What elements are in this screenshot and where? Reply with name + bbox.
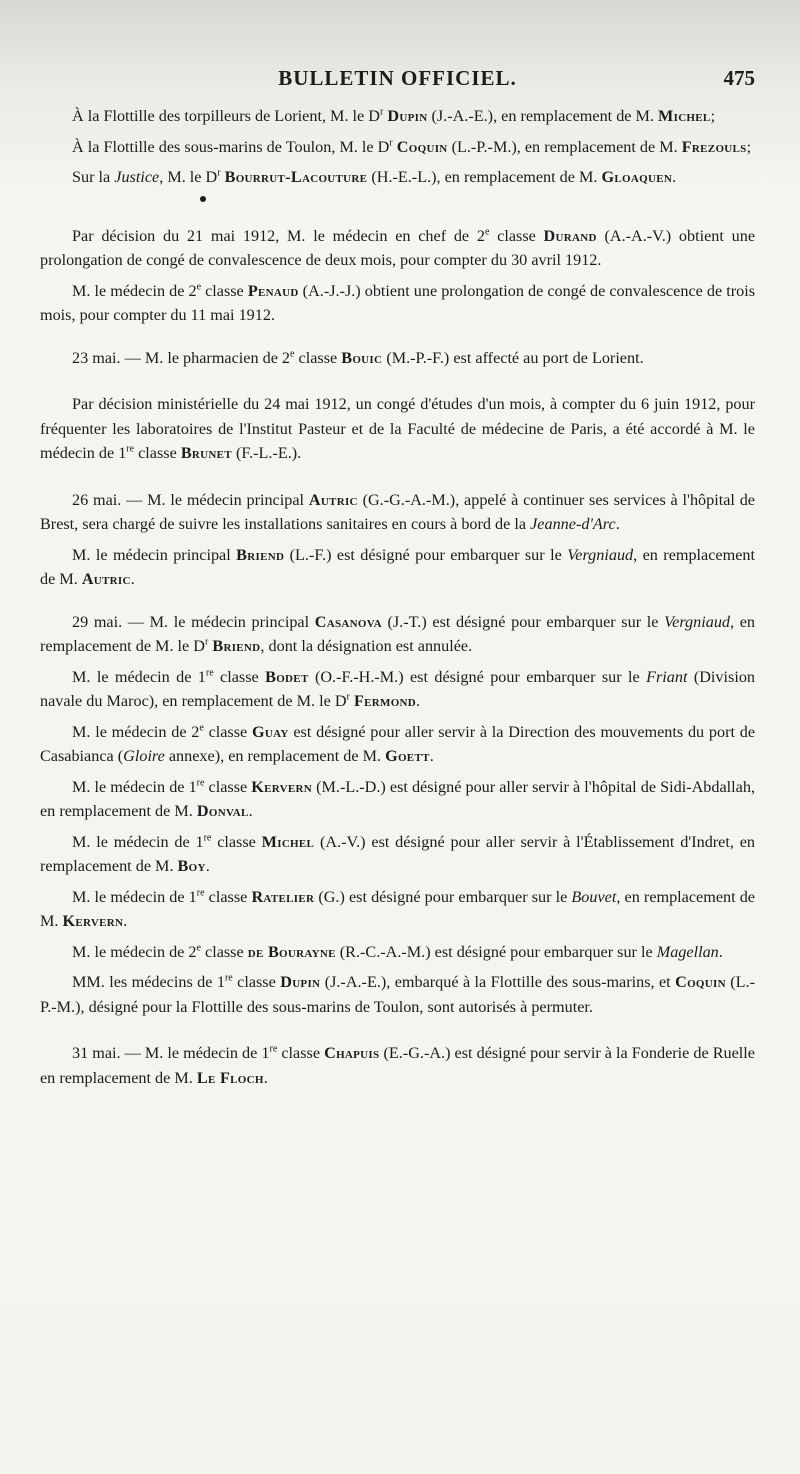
text-run: M. le médecin de 1: [72, 777, 197, 796]
text-run: annexe), en remplacement de M.: [164, 747, 386, 765]
person-name: Coquin: [675, 973, 726, 991]
text-run: (A.-A.-V.) obtient une prolongation de congé de convalescence de deux mois, pour compter du 30 avril 1912.: [40, 226, 756, 269]
ship-or-place-name: Magellan: [656, 942, 719, 961]
text-run: M. le médecin principal: [72, 545, 237, 564]
text-run: .: [248, 802, 253, 820]
text-run: (H.-E.-L.), en remplacement de M.: [367, 168, 602, 186]
paragraph-p17: [40, 970, 755, 1019]
text-run: classe: [489, 226, 544, 245]
paragraph-p12: [40, 720, 755, 769]
person-name: Guay: [251, 722, 289, 741]
text-run: (F.-L.-E.).: [231, 444, 302, 462]
paragraph-p10: [40, 610, 755, 659]
paragraph-p2: [40, 135, 755, 160]
text-run: (L.-P.-M.), désigné pour la Flottille des sous-marins de Toulon, sont autorisés à permuter.: [40, 973, 755, 1016]
person-name: Donval: [196, 802, 249, 820]
person-name: Michel: [658, 107, 711, 125]
person-name: Autric: [81, 570, 131, 588]
paragraph-p14: [40, 830, 755, 879]
section-dot: [200, 196, 206, 202]
superscript: re: [196, 887, 205, 899]
text-run: 31 mai. — M. le médecin de 1: [72, 1044, 270, 1062]
text-run: (R.-C.-A.-M.) est désigné pour embarquer sur le: [335, 942, 657, 961]
person-name: Dupin: [280, 973, 321, 991]
text-run: , en remplacement de M. le D: [40, 612, 756, 655]
text-run: (M.-L.-D.) est désigné pour aller servir à l'hôpital de Sidi-Abdallah, en remplacement de M.: [40, 777, 755, 820]
text-run: Sur la: [72, 168, 115, 186]
paragraph-p7: [40, 392, 755, 466]
text-run: classe: [204, 777, 252, 796]
person-name: Goett: [385, 747, 430, 765]
person-name: Durand: [543, 226, 597, 245]
text-run: .: [205, 857, 210, 875]
text-run: classe: [211, 832, 262, 851]
text-run: M. le médecin de 2: [72, 722, 200, 741]
superscript: r: [346, 691, 350, 703]
text-run: 23 mai. — M. le pharmacien de 2: [72, 348, 291, 367]
paragraph-p8: [40, 488, 755, 537]
text-run: (E.-G.-A.) est désigné pour servir à la Fonderie de Ruelle en remplacement de M.: [40, 1044, 755, 1087]
text-run: classe: [213, 667, 266, 686]
text-run: M. le médecin de 1: [72, 667, 206, 686]
text-run: (Division navale du Maroc), en remplacement de M. le D: [40, 667, 756, 710]
text-run: À la Flottille des torpilleurs de Lorient, M. le D: [72, 107, 380, 125]
person-name: Gloaquen: [601, 168, 673, 186]
person-name: Kervern: [251, 777, 313, 796]
person-name: Casanova: [314, 612, 382, 631]
text-run: classe: [204, 887, 252, 906]
text-run: (L.-F.) est désigné pour embarquer sur le: [284, 545, 568, 564]
text-run: , M. le D: [159, 168, 218, 186]
paragraph-p3: [40, 165, 755, 190]
text-run: .: [718, 942, 723, 961]
text-run: 26 mai. — M. le médecin principal: [72, 490, 309, 509]
person-name: Penaud: [247, 281, 299, 300]
text-run: classe: [203, 722, 252, 741]
person-name: Coquin: [396, 137, 448, 156]
text-run: À la Flottille des sous-marins de Toulon, M. le D: [72, 137, 390, 156]
text-run: classe: [277, 1044, 325, 1062]
text-run: 29 mai. — M. le médecin principal: [72, 612, 315, 631]
text-run: (M.-P.-F.) est affecté au port de Lorient.: [382, 348, 644, 367]
paragraph-p13: [40, 775, 755, 824]
person-name: Autric: [308, 490, 358, 509]
person-name: Briend: [236, 545, 285, 564]
text-run: classe: [294, 348, 342, 367]
person-name: Kervern: [62, 912, 124, 930]
ship-or-place-name: Justice: [114, 168, 160, 186]
text-run: (O.-F.-H.-M.) est désigné pour embarquer sur le: [308, 667, 647, 686]
superscript: e: [199, 722, 204, 734]
page-number: 475: [723, 66, 755, 90]
text-run: Par décision ministérielle du 24 mai 1912, un congé d'études d'un mois, à compter du 6 juin 1912, pour fréquenter les laboratoires de l'Institut Pasteur et de la Faculté de médecine de Paris, a été accordé à M. le médecin de 1: [40, 395, 755, 462]
paragraph-p4: [40, 224, 755, 273]
person-name: Ratelier: [251, 887, 315, 906]
text-run: .: [263, 1068, 268, 1087]
person-name: de Bourayne: [247, 942, 336, 961]
superscript: e: [484, 226, 490, 238]
text-run: (G.) est désigné pour embarquer sur le: [314, 887, 572, 906]
document-body: [40, 104, 755, 1096]
text-run: (G.-G.-A.-M.), appelé à continuer ses services à l'hôpital de Brest, sera chargé de suivre les installations sanitaires en cours à bord de la: [40, 490, 755, 533]
superscript: r: [204, 636, 209, 648]
person-name: Dupin: [387, 107, 428, 125]
text-run: (A.-J.-J.) obtient une prolongation de congé de convalescence de trois mois, pour compter du 11 mai 1912.: [40, 281, 756, 324]
paragraph-p9: [40, 543, 755, 592]
superscript: re: [269, 1043, 278, 1055]
paragraph-p5: [40, 279, 755, 328]
text-run: classe: [201, 281, 248, 300]
page-header: [40, 62, 755, 98]
text-run: ;: [710, 107, 716, 125]
text-run: (J.-T.) est désigné pour embarquer sur le: [381, 612, 665, 631]
text-run: , dont la désignation est annulée.: [260, 637, 473, 655]
text-run: M. le médecin de 1: [72, 832, 204, 851]
paragraph-p18: [40, 1041, 755, 1090]
person-name: Le Floch: [196, 1068, 264, 1087]
text-run: classe: [200, 942, 248, 961]
text-run: (J.-A.-E.), en remplacement de M.: [427, 107, 659, 125]
superscript: r: [217, 167, 221, 179]
ship-or-place-name: Gloire: [123, 747, 165, 765]
person-name: Chapuis: [324, 1044, 380, 1062]
text-run: M. le médecin de 1: [72, 887, 197, 906]
ship-or-place-name: Vergniaud: [567, 545, 634, 564]
superscript: r: [389, 137, 393, 149]
text-run: classe: [232, 973, 281, 991]
ship-or-place-name: Vergniaud: [664, 612, 731, 631]
person-name: Boy: [177, 857, 206, 875]
text-run: .: [672, 168, 677, 186]
person-name: Bourrut-Lacouture: [224, 168, 368, 186]
text-run: (A.-V.) est désigné pour aller servir à l'Établissement d'Indret, en remplacement de M.: [40, 832, 756, 875]
superscript: re: [203, 832, 212, 844]
superscript: e: [196, 942, 201, 954]
ship-or-place-name: Jeanne-d'Arc: [530, 515, 616, 533]
paragraph-p15: [40, 885, 755, 934]
superscript: re: [126, 443, 135, 455]
superscript: e: [196, 281, 202, 293]
text-run: MM. les médecins de 1: [72, 973, 225, 991]
text-run: .: [429, 747, 434, 765]
superscript: e: [290, 348, 295, 360]
text-run: , en remplacement de M.: [40, 545, 755, 588]
text-run: .: [416, 692, 421, 710]
ship-or-place-name: Bouvet: [571, 887, 617, 906]
text-run: , en remplacement de M.: [40, 887, 755, 930]
person-name: Fermond: [353, 692, 417, 710]
text-run: ;: [746, 137, 752, 156]
text-run: (J.-A.-E.), embarqué à la Flottille des sous-marins, et: [320, 973, 676, 991]
person-name: Bodet: [265, 667, 309, 686]
text-run: Par décision du 21 mai 1912, M. le médecin en chef de 2: [72, 226, 485, 245]
paragraph-p11: [40, 665, 755, 714]
paragraph-p1: [40, 104, 755, 129]
text-run: M. le médecin de 2: [72, 281, 197, 300]
text-run: est désigné pour aller servir à la Direction des mouvements du port de Casabianca (: [40, 722, 755, 765]
text-run: classe: [134, 444, 181, 462]
person-name: Frezouls: [681, 137, 747, 156]
text-run: (L.-P.-M.), en remplacement de M.: [447, 137, 682, 156]
superscript: re: [205, 667, 214, 679]
superscript: re: [196, 777, 205, 789]
paragraph-p6: [40, 346, 755, 371]
person-name: Michel: [261, 832, 315, 851]
person-name: Brunet: [180, 444, 232, 462]
paragraph-p16: [40, 940, 755, 965]
superscript: re: [224, 972, 233, 984]
text-run: .: [615, 515, 620, 533]
header-title: BULLETIN OFFICIEL.: [278, 66, 517, 90]
person-name: Bouic: [341, 348, 383, 367]
person-name: Briend: [212, 637, 261, 655]
ship-or-place-name: Friant: [646, 667, 688, 686]
text-run: M. le médecin de 2: [72, 942, 197, 961]
superscript: r: [379, 106, 384, 118]
text-run: .: [123, 912, 128, 930]
text-run: .: [130, 570, 135, 588]
